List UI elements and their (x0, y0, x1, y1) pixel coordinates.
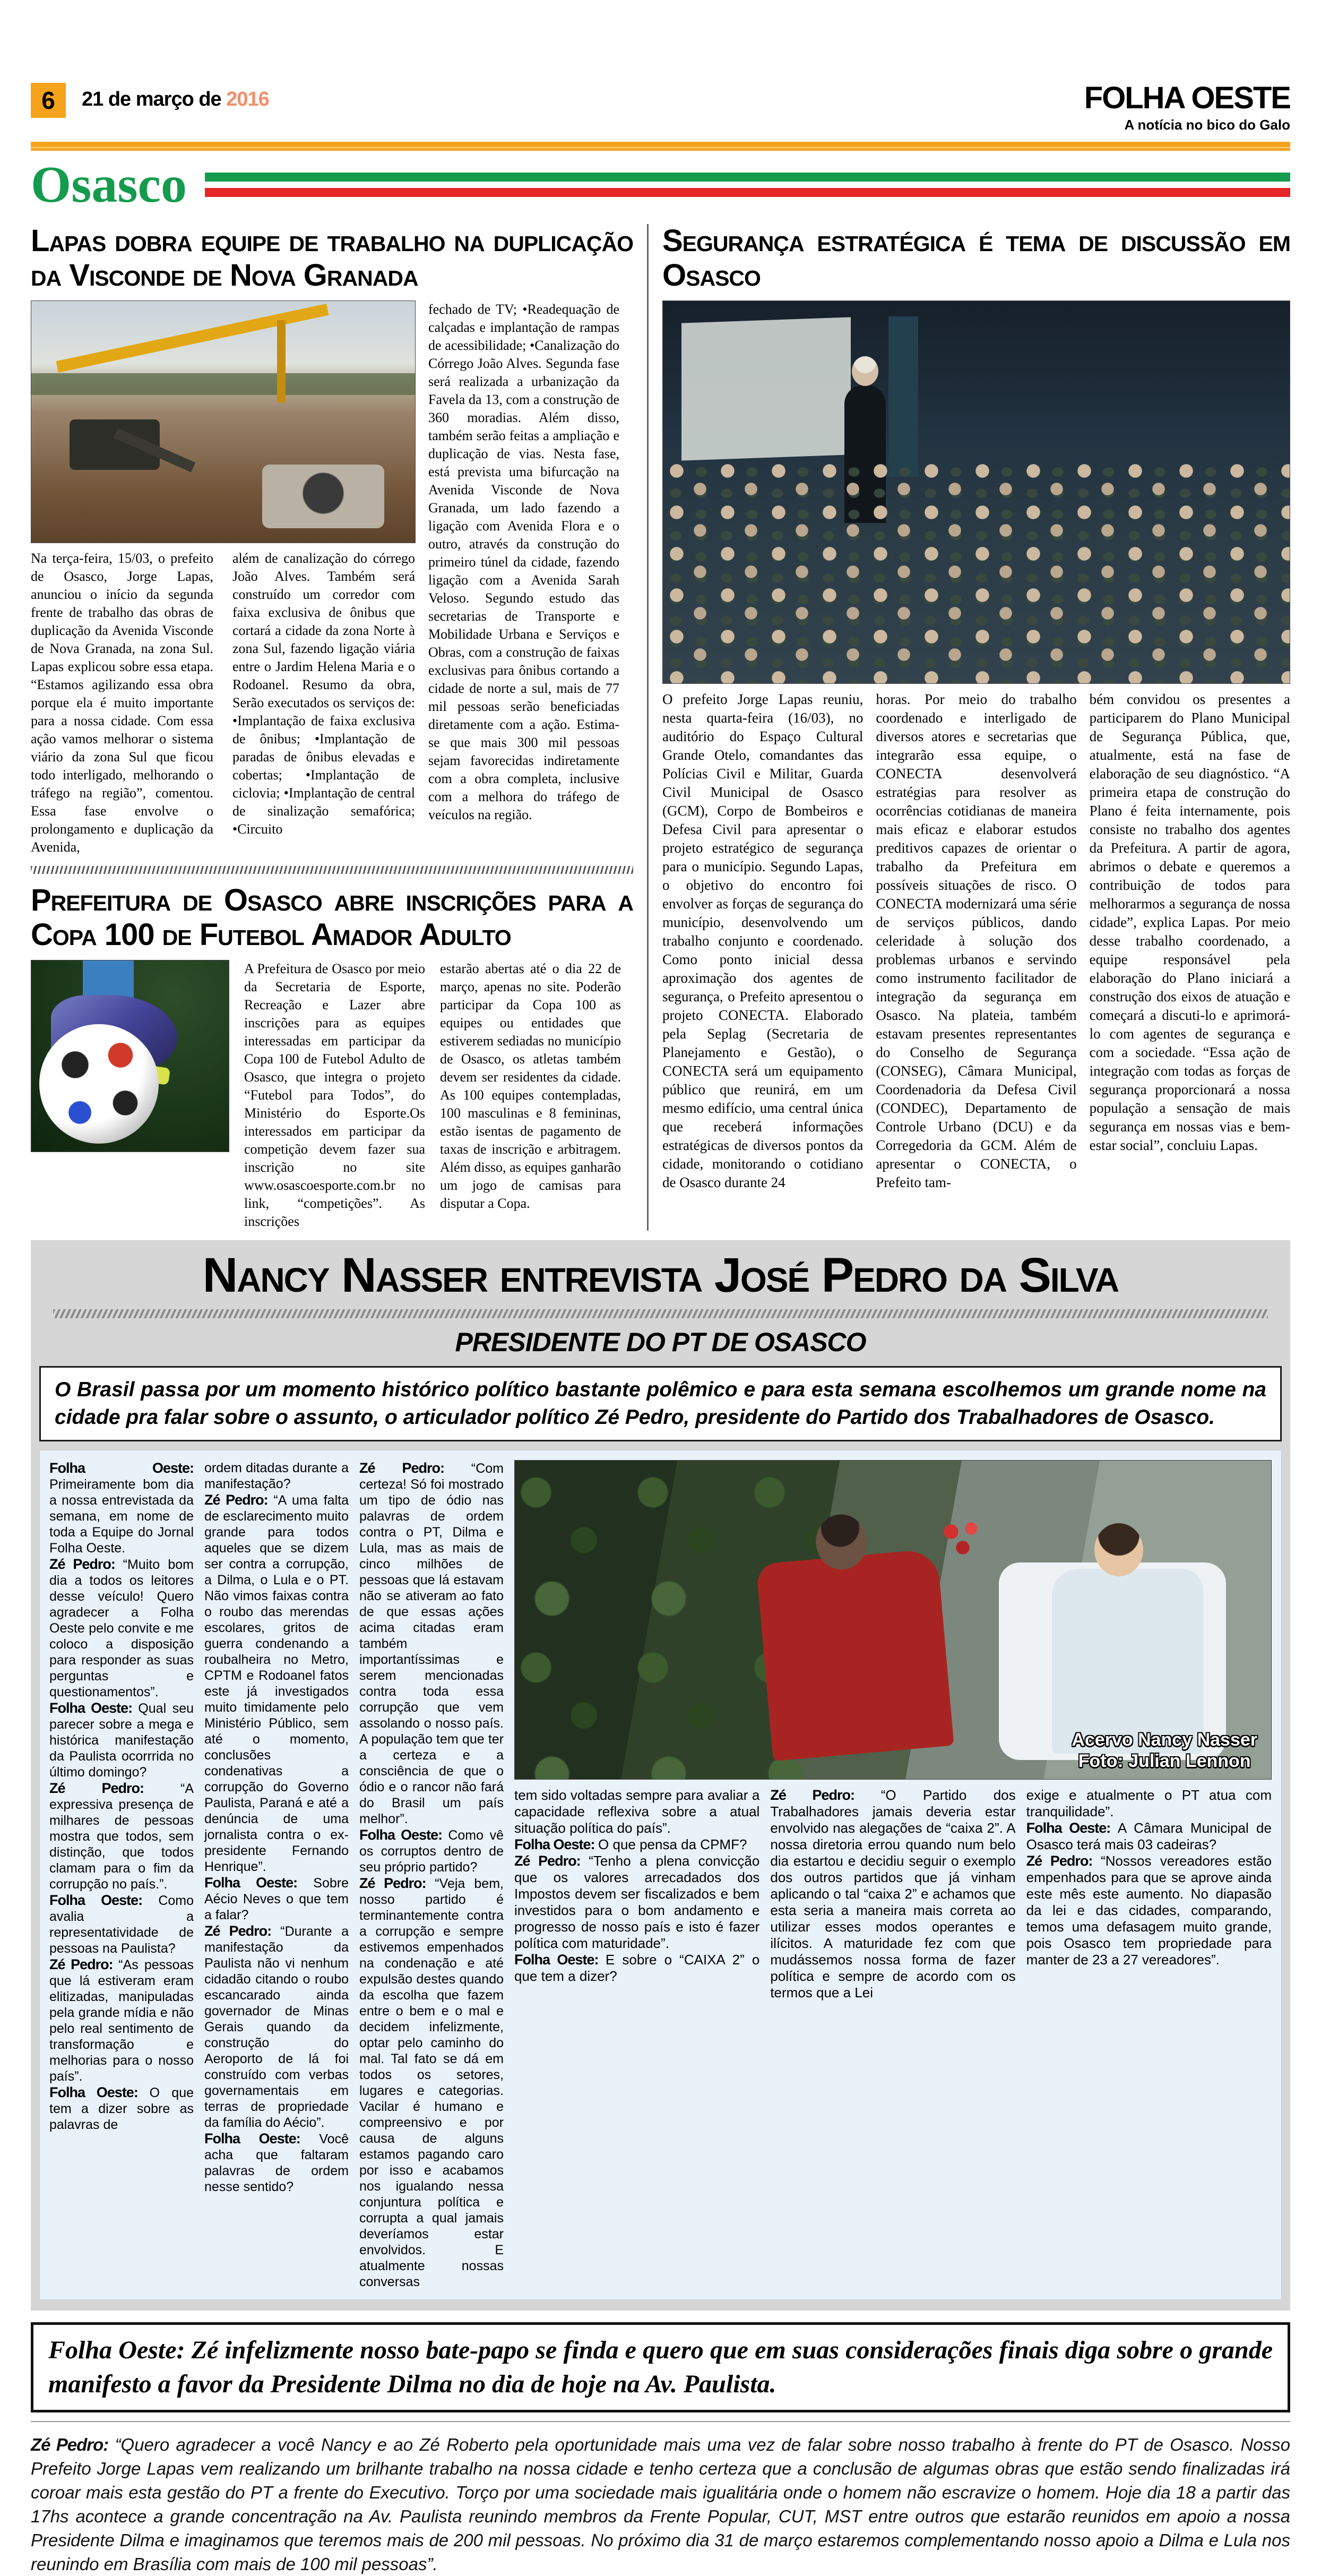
article-duplicacao (31, 224, 633, 856)
article-duplicacao-body (31, 300, 633, 856)
speaker-label: Folha Oeste: (514, 1951, 606, 1968)
article-copa100-title: Prefeitura de Osasco abre inscrições para a Copa 100 de Futebol Amador Adulto (31, 882, 633, 952)
article-copa100-columns (244, 960, 621, 1231)
interview-section (31, 1240, 1290, 2311)
article-column: estarão abertas até o dia 22 de março, apenas no site. Poderão participar da Copa 100 as equipes ou entidades que estiverem sediadas no município de Osasco, os atletas também devem ser residentes da cidade. As 100 equipes contempladas, 100 masculinas e 8 femininas, estão isentas de pagamento de taxas de inscrição e arbitragem. Além disso, as equipes ganharão um jogo de camisas para disputar a Copa. (440, 960, 621, 1211)
photo-crane-shape (56, 304, 329, 373)
issue-date-text: 21 de março de (82, 88, 227, 110)
section-strip (31, 158, 1290, 211)
speaker-label: Folha Oeste: (204, 2130, 320, 2146)
speaker-label: Zé Pedro: (204, 1922, 281, 1939)
article-column: bém convidou os presentes a participarem do Plano Municipal de Segurança Pública, que, atualmente, está na fase de elaboração de seu diagnóstico. “A primeira etapa de construção do Plano é feita internamente, pois consiste no trabalho dos agentes da Prefeitura. A partir de agora, abrimos o debate e queremos a contribuição de todos para melhorarmos a segurança de nossa cidade”, explica Lapas. Por meio desse trabalho coordenado, a equipe responsável pela elaboração do Plano iniciará a construção dos eixos de atuação e começará a discuti-lo e aprimorá-lo com agentes de segurança e com a sociedade. “Essa ação de integração com todas as forças de segurança proporcionará a nossa população a sensação de mais segurança em nossas vias e bem-estar social”, concluiu Lapas. (1089, 691, 1290, 1153)
photo-trees-shape (31, 373, 415, 395)
speaker-label: Zé Pedro: (514, 1852, 589, 1869)
speaker-label: Zé Pedro: (1026, 1852, 1101, 1869)
article-duplicacao-title: Lapas dobra equipe de trabalho na duplicação da Visconde de Nova Granada (31, 224, 633, 293)
closing-answer (31, 2421, 1290, 2576)
issue-date (82, 88, 269, 111)
interview-column: Zé Pedro: “Com certeza! Só foi mostrado um tipo de ódio nas palavras de ordem contra o PT, Dilma e Lula, mas as mais de cinco milhões de pessoas que lá estavam não se ativeram ao fato de que essas ações acima citadas eram também importantíssimas e serem mencionadas contra toda essa corrupção que vem assolando o nosso país. A população tem que ter a certeza e a consciência de que o ódio e o rancor não fará do Brasil um país melhor”. Folha Oeste: Como vê os corruptos dentro de seu próprio partido? Zé Pedro: “Veja bem, nosso partido é terminantemente contra a corrupção e sempre estivemos empenhados na condenação e até expulsão destes quando da escolha que fazem entre o bem e o mal e decidem infelizmente, optar pelo caminho do mal. Tal fato se dá em todos os setores, lugares e categorias. Vacilar é humano e compreensivo e por causa de alguns estamos pagando caro por isso e acabamos nos igualando nessa conjuntura política e corrupta a qual jamais deveríamos estar envolvidos. E atualmente nossas conversas (359, 1459, 504, 2289)
soccer-photo (31, 960, 229, 1152)
closing-question: Folha Oeste: Zé infelizmente nosso bate-papo se finda e quero que em suas considerações finais diga sobre o grande manifesto a favor da Presidente Dilma no dia de hoje na Av. Paulista. (48, 2335, 1273, 2398)
interview-intro: O Brasil passa por um momento histórico político bastante polêmico e para esta semana escolhemos um grande nome na cidade pra falar sobre o assunto, o articulador político Zé Pedro, presidente do Partido dos Trabalhadores de Osasco. (39, 1366, 1282, 1441)
speaker-label: Zé Pedro: (49, 1956, 119, 1972)
page-number: 6 (31, 83, 66, 118)
newspaper-page (0, 83, 1321, 1231)
speaker-label: Folha Oeste: (204, 1874, 314, 1891)
speaker-label: Folha Oeste: (49, 2084, 150, 2100)
interview-photo (514, 1460, 1272, 1780)
photo-caption-line2: Foto: Julian Lennon (1078, 1750, 1251, 1771)
interview-column: Folha Oeste: Primeiramente bom dia a nossa entrevistada da semana, em nome de toda a Equipe do Jornal Folha Oeste. Zé Pedro: “Muito bom dia a todos os leitores desse veículo! Quero agradecer a Folha Oeste pelo convite e me coloco a disposição para responder as suas perguntas e questionamentos”. Folha Oeste: Qual seu parecer sobre a mega e histórica manifestação da Paulista ocorrrida no último domingo? Zé Pedro: “A expressiva presença de milhares de pessoas mostra que todos, sem distinção, que todos clamam para o fim da corrupção no país.”. Folha Oeste: Como avalia a representatividade de pessoas na Paulista? Zé Pedro: “As pessoas que lá estiveram eram elitizadas, manipuladas pela grande mídia e não pelo real sentimento de transformação e melhorias para o nosso país”. Folha Oeste: O que tem a dizer sobre as palavras de (49, 1459, 194, 2132)
article-duplicacao-left (31, 300, 416, 856)
speaker-label: Zé Pedro: (770, 1787, 881, 1803)
article-column: horas. Por meio do trabalho coordenado e interligado de diversos atores e secretarias que integrarão essa equipe, o CONECTA desenvolverá estratégias para resolver as ocorrências cotidianas de maneira mais eficaz e elaborar estudos preditivos capazes de orientar o trabalho da Prefeitura em possíveis situações de risco. O CONECTA modernizará uma série de serviços públicos, dando celeridade à solução dos problemas urbanos e servindo como instrumento facilitador de integração da segurança em Osasco. Na plateia, também estavam presentes representantes do Conselho de Segurança (CONSEG), Câmara Municipal, Coordenadoria da Defesa Civil (CONDEC), Departamento de Controle Urbano (DCU) e da Corregedoria da GCM. Além de apresentar o CONECTA, o Prefeito tam- (876, 691, 1077, 1190)
photo-flowers-shape (938, 1518, 997, 1566)
section-rules (205, 173, 1290, 197)
right-column-stack (649, 224, 1290, 1231)
speaker-label: Zé Pedro: (204, 1491, 274, 1508)
article-column: fechado de TV; •Readequação de calçadas e implantação de rampas de acessibilidade; •Canalização do Córrego João Alves. Segunda fase será realizada a urbanização da Favela da 13, com a construção de 360 moradias. Além disso, também serão feitas a ampliação e duplicação de vias. Nesta fase, está prevista uma bifurcação na Avenida Visconde de Nova Granada, um lado fazendo a ligação com Avenida Flora e o outro, através da construção do primeiro túnel da cidade, fazendo ligação com a Avenida Sarah Veloso. Segundo estudo das secretarias de Transporte e Mobilidade Urbana e Serviços e Obras, com a construção de faixas exclusivas para ônibus cortando a cidade de norte a sul, mais de 77 mil pessoas serão beneficiadas diretamente com a ação. Estima-se que mais 300 mil pessoas sejam favorecidas indiretamente com a obra completa, inclusive com a melhora do tráfego de veículos na região. (428, 301, 619, 822)
photo-ball-shape (39, 1024, 159, 1144)
interview-column: tem sido voltadas sempre para avaliar a capacidade reflexiva sobre a atual situação política do país”. Folha Oeste: O que pensa da CPMF? Zé Pedro: “Tenho a plena convicção que os valores arrecadados dos Impostos devem ser fiscalizados e bem investidos para o bom andamento e progresso de nosso país e isto é fazer política com maturidade”. Folha Oeste: E sobre o “CAIXA 2” o que tem a dizer? (514, 1787, 760, 1984)
interview-column: Zé Pedro: “O Partido dos Trabalhadores jamais deveria estar envolvido nas alegações de “caixa 2”. A nossa diretoria errou quando num belo dia estartou e decidiu seguir o exemplo dos outros partidos que já vinham aplicando o tal “caixa 2” e achamos que esta seria a maneira mais correta ao utilizar esses modos operantes e ilícitos. A maturidade fez com que mudássemos nossa forma de fazer política e sempre de acordo com os termos que a Lei (770, 1787, 1016, 2000)
speaker-label: Zé Pedro: (49, 1780, 180, 1796)
articles-grid (31, 224, 1290, 1231)
speaker-label: Zé Pedro: (359, 1875, 435, 1891)
meeting-photo (662, 300, 1290, 684)
photo-crowd-shape (663, 461, 1290, 683)
article-duplicacao-columns (31, 549, 416, 856)
photo-caption (1072, 1729, 1257, 1772)
speaker-label: Folha Oeste: (49, 1459, 194, 1476)
masthead-tagline: A notícia no bico do Galo (1124, 117, 1290, 133)
article-column: O prefeito Jorge Lapas reuniu, nesta quarta-feira (16/03), no auditório do Espaço Cultural Grande Otelo, comandantes das Polícias Civil e Militar, Guarda Civil Municipal de Osasco (GCM), Corpo de Bombeiros e Defesa Civil para apresentar o projeto estratégico de segurança para o município. Segundo Lapas, o objetivo do encontro foi envolver as forças de segurança do município, desenvolvendo um trabalho conjunto e coordenado. Como ponto inicial dessa aproximação dos agentes de segurança, o Prefeito apresentou o projeto CONECTA. Elaborado pela Seplag (Secretaria de Planejamento e Gestão), o CONECTA será um equipamento público que reunirá, em um mesmo edifício, uma central única que receberá informações estratégicas de diversos pontos da cidade, monitorando o cotidiano de Osasco durante 24 (662, 691, 864, 1190)
photo-culvert-shape (262, 465, 384, 528)
speaker-label: Folha Oeste: (49, 1892, 159, 1908)
section-rule-red (205, 188, 1290, 197)
interview-lower-columns (514, 1787, 1272, 2001)
closing-question-box (31, 2322, 1290, 2412)
article-seguranca (662, 224, 1290, 1192)
speaker-label: Folha Oeste: (514, 1836, 599, 1852)
interview-panel (39, 1450, 1282, 2300)
photo-crane-mast-shape (277, 320, 286, 402)
speaker-label: Zé Pedro: (49, 1556, 123, 1572)
speaker-label: Folha Oeste: (49, 1699, 139, 1716)
photo-interviewee-shape (756, 1548, 954, 1761)
page-header (31, 83, 1290, 133)
left-column-stack (31, 224, 649, 1231)
article-seguranca-title: Segurança estratégica é tema de discussão em Osasco (662, 224, 1290, 293)
article-column: além de canalização do córrego João Alves. Também será construído um corredor com faixa exclusiva de ônibus que cortará a cidade da zona Norte à zona Sul, fazendo ligação viária entre o Jardim Helena Maria e o Rodoanel. Resumo da obra, Serão executados os serviços de: •Implantação de faixa exclusiva de ônibus; •Implantação de paradas de ônibus elevadas e cobertas; •Implantação de ciclovia; •Implantação de central de sinalização semafórica; •Circuito (232, 550, 415, 837)
speaker-label: Folha Oeste: (1026, 1819, 1118, 1836)
article-copa100 (31, 883, 633, 1231)
construction-photo (31, 300, 416, 543)
issue-date-year: 2016 (226, 88, 269, 110)
article-column: A Prefeitura de Osasco por meio da Secretaria de Esporte, Recreação e Lazer abre inscrições para as equipes interessadas em participar da Copa 100 de Futebol Adulto de Osasco, que integra o projeto “Futebol para Todos”, do Ministério do Esporte.Os interessados em participar da competição devem fazer sua inscrição no site www.osascoesporte.com.br no link, “competições”. As inscrições (244, 960, 425, 1229)
masthead-title: FOLHA OESTE (1084, 81, 1290, 115)
photo-caption-line1: Acervo Nancy Nasser (1072, 1729, 1257, 1750)
closing-answer-label: Zé Pedro: (31, 2434, 109, 2454)
interview-headline: Nancy Nasser entrevista José Pedro da Silva (202, 1248, 1119, 1302)
photo-interviewer-shape (1052, 1569, 1203, 1754)
interview-column: exige e atualmente o PT atua com tranquilidade”. Folha Oeste: A Câmara Municipal de Osasco terá mais 03 cadeiras? Zé Pedro: “Nossos vereadores estão empenhados para que se aprove ainda este mês este aumento. No diapasão da lei e das cidades, comparando, temos uma defasagem muito grande, pois Osasco tem propriedade para manter de 23 a 27 vereadores”. (1026, 1787, 1272, 1968)
masthead (1084, 83, 1290, 133)
hatched-divider (31, 866, 633, 874)
article-seguranca-columns (662, 690, 1290, 1192)
interview-right-zone (514, 1460, 1272, 2290)
section-rule-green (205, 173, 1290, 182)
article-copa100-body (31, 960, 633, 1231)
speaker-label: Folha Oeste: (359, 1826, 448, 1843)
photo-screen-shape (681, 317, 851, 460)
accent-bar (31, 142, 1290, 151)
section-title: Osasco (31, 156, 187, 213)
interview-hatched-divider (53, 1309, 1268, 1318)
article-column: Na terça-feira, 15/03, o prefeito de Osasco, Jorge Lapas, anunciou o início da segunda frente de trabalho das obras de duplicação da Avenida Visconde de Nova Granada, na zona Sul. Lapas explicou sobre essa etapa. “Estamos agilizando essa obra porque ela é muito importante para a nossa cidade. Com essa ação vamos melhorar o sistema viário da zona Sul que ficou todo interligado, melhorando o tráfego na região”, comentou. Essa fase envolve o prolongamento e duplicação da Avenida, (31, 550, 213, 855)
closing-answer-text: “Quero agradecer a você Nancy e ao Zé Roberto pela oportunidade mais uma vez de falar sobre nosso trabalho à frente do PT de Osasco. Nosso Prefeito Jorge Lapas vem realizando um brilhante trabalho na nossa cidade e tenho certeza que a conclusão de algumas obras que estão sendo finalizadas irá coroar mais esta gestão do PT a frente do Executivo. Torço por uma sociedade mais igualitária onde o homem não escravize o homem. Hoje dia 18 a partir das 17hs acontece a grande concentração na Av. Paulista reunindo membros da Frente Popular, CUT, MST entre outros que estarão reunidos em apoio a nossa Presidente Dilma e imaginamos que teremos mais de 200 mil pessoas. No próximo dia 31 de março estaremos complementando nosso apoio a Dilma e Lula nos reunindo em Brasília com mais de 100 mil pessoas”. (31, 2434, 1290, 2574)
interview-column: ordem ditadas durante a manifestação? Zé Pedro: “A uma falta de esclarecimento muito grande para todos aqueles que se dizem ser contra a corrupção, a Dilma, o Lula e o PT. Não vimos faixas contra o roubo das merendas escolares, gritos de guerra condenando a roubalheira no Metro, CPTM e Rodoanel fatos este já investigados muito timidamente pelo Ministério Público, sem até o momento, conclusões condenativas a corrupção do Governo Paulista, Paraná e até a denúncia de uma jornalista contra o ex-presidente Fernando Henrique”. Folha Oeste: Sobre Aécio Neves o que tem a falar? Zé Pedro: “Durante a manifestação da Paulista não vi nenhum cidadão citando o roubo escancarado ainda governador de Minas Gerais quando da construção do Aeroporto de lá foi construído com verbas governamentais em terras de propriedade da família do Aécio”. Folha Oeste: Você acha que faltaram palavras de ordem nesse sentido? (204, 1460, 349, 2194)
interview-subhead: PRESIDENTE DO PT DE OSASCO (455, 1327, 866, 1357)
photo-banner-shape (888, 316, 918, 477)
speaker-label: Zé Pedro: (359, 1459, 471, 1476)
